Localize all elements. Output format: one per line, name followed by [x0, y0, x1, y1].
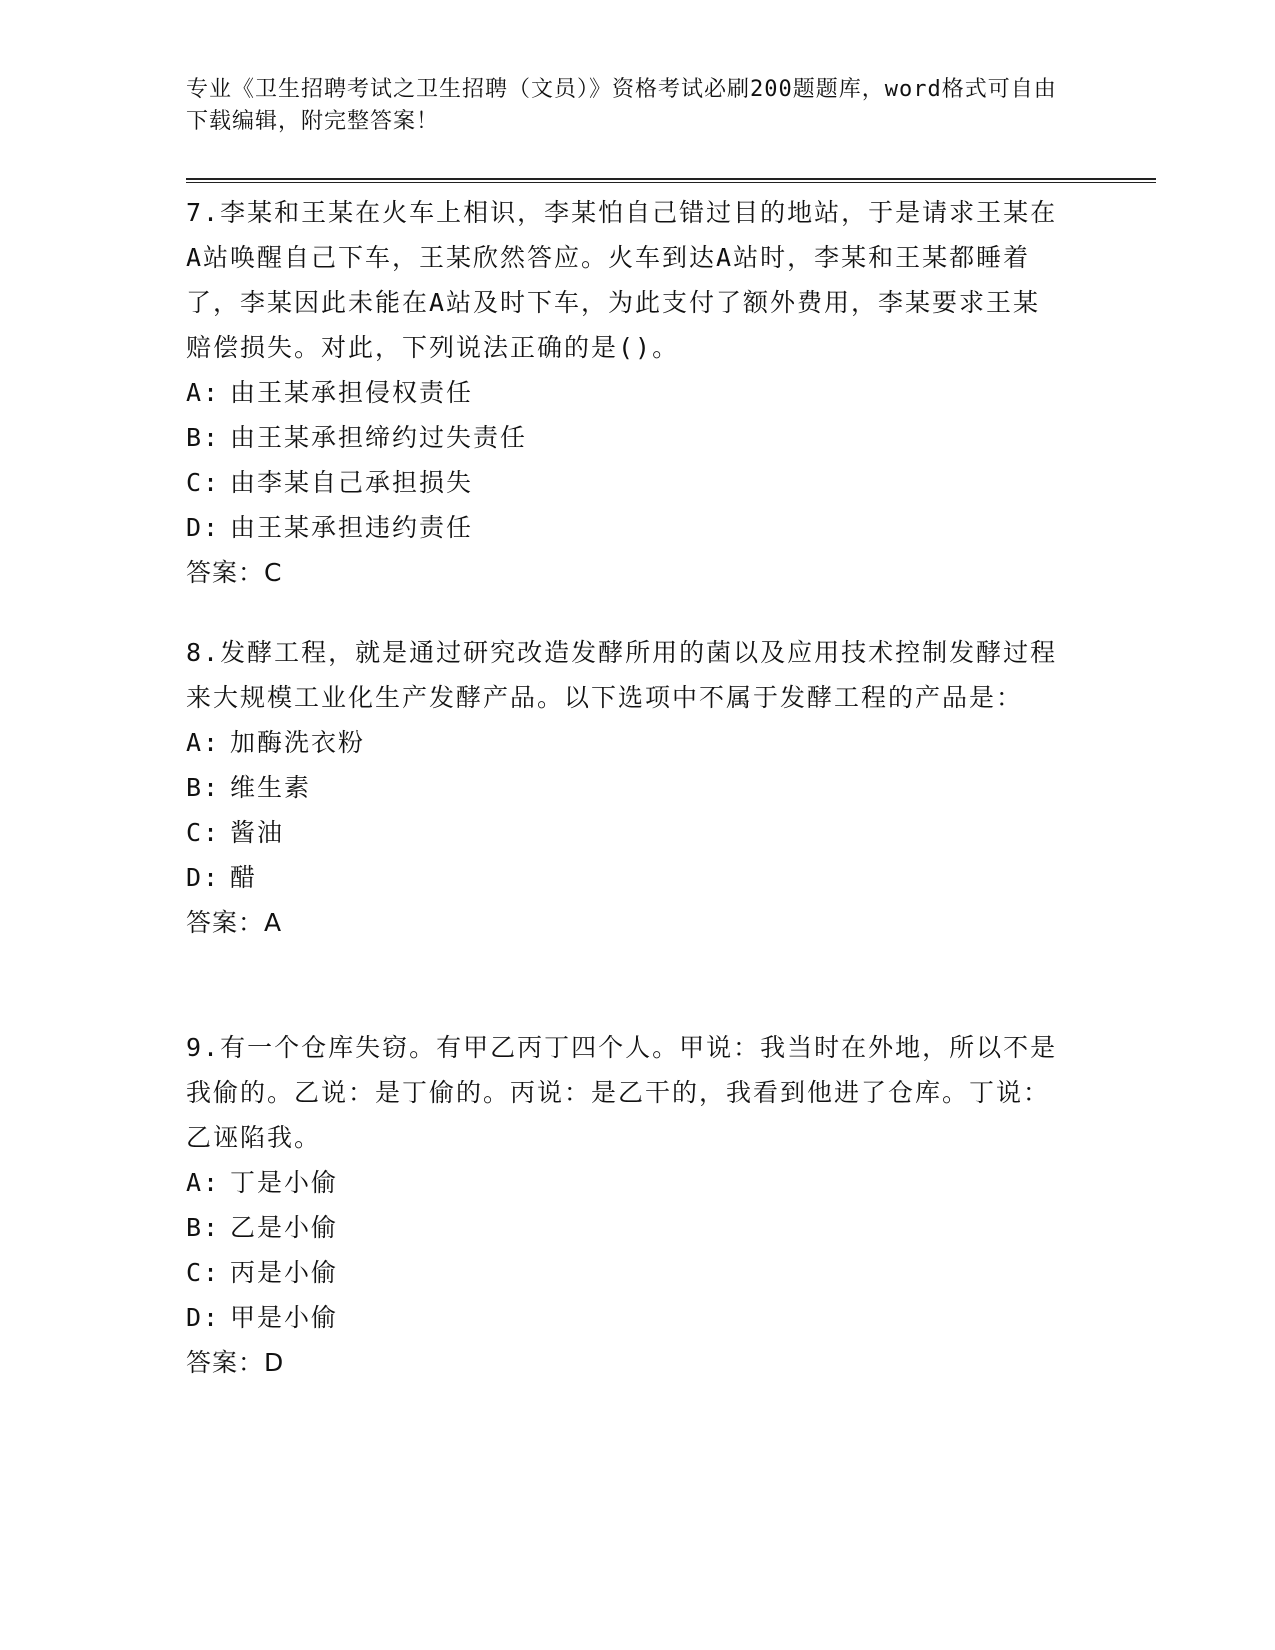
option-text: 丁是小偷: [230, 1168, 339, 1197]
option-text: 维生素: [230, 773, 312, 802]
option-c: [186, 460, 1066, 505]
answer-line: 答案：D: [186, 1348, 285, 1377]
question-stem: 7.李某和王某在火车上相识，李某怕自己错过目的地站，于是请求王某在A站唤醒自己下车，王某欣然答应。火车到达A站时，李某和王某都睡着了，李某因此未能在A站及时下车，为此支付了额外费用，李某要求王某赔偿损失。对此，下列说法正确的是()。: [186, 198, 1058, 362]
page-header: 专业《卫生招聘考试之卫生招聘（文员）》资格考试必刷200题题库，word格式可自由下载编辑，附完整答案！: [186, 77, 1057, 134]
question-block: [186, 1025, 1066, 1385]
answer-line: 答案：C: [186, 558, 283, 587]
option-b: [186, 1205, 1066, 1250]
option-text: 乙是小偷: [230, 1213, 339, 1242]
option-text: 加酶洗衣粉: [230, 728, 366, 757]
option-a: [186, 370, 1066, 415]
option-text: 由李某自己承担损失: [230, 468, 474, 497]
option-d: [186, 505, 1066, 550]
option-key: B:: [186, 1213, 221, 1242]
option-key: D:: [186, 1303, 221, 1332]
option-b: [186, 415, 1066, 460]
option-d: [186, 1295, 1066, 1340]
option-text: 甲是小偷: [230, 1303, 339, 1332]
question-stem: 9.有一个仓库失窃。有甲乙丙丁四个人。甲说：我当时在外地，所以不是我偷的。乙说：是丁偷的。丙说：是乙干的，我看到他进了仓库。丁说：乙诬陷我。: [186, 1033, 1058, 1152]
option-key: C:: [186, 818, 221, 847]
option-key: D:: [186, 863, 221, 892]
question-block: [186, 630, 1066, 945]
option-key: B:: [186, 423, 221, 452]
option-key: D:: [186, 513, 221, 542]
option-b: [186, 765, 1066, 810]
option-text: 由王某承担侵权责任: [230, 378, 474, 407]
question-block: [186, 190, 1066, 595]
option-key: B:: [186, 773, 221, 802]
question-stem: 8.发酵工程，就是通过研究改造发酵所用的菌以及应用技术控制发酵过程来大规模工业化生产发酵产品。以下选项中不属于发酵工程的产品是：: [186, 638, 1058, 712]
option-key: A:: [186, 1168, 221, 1197]
option-text: 由王某承担违约责任: [230, 513, 474, 542]
option-key: C:: [186, 1258, 221, 1287]
option-c: [186, 810, 1066, 855]
option-c: [186, 1250, 1066, 1295]
option-text: 醋: [230, 863, 258, 892]
option-text: 酱油: [230, 818, 285, 847]
header-divider: [186, 178, 1156, 183]
option-key: A:: [186, 728, 221, 757]
option-key: C:: [186, 468, 221, 497]
option-d: [186, 855, 1066, 900]
answer-line: 答案：A: [186, 908, 283, 937]
option-text: 由王某承担缔约过失责任: [230, 423, 528, 452]
option-text: 丙是小偷: [230, 1258, 339, 1287]
option-key: A:: [186, 378, 221, 407]
option-a: [186, 720, 1066, 765]
option-a: [186, 1160, 1066, 1205]
